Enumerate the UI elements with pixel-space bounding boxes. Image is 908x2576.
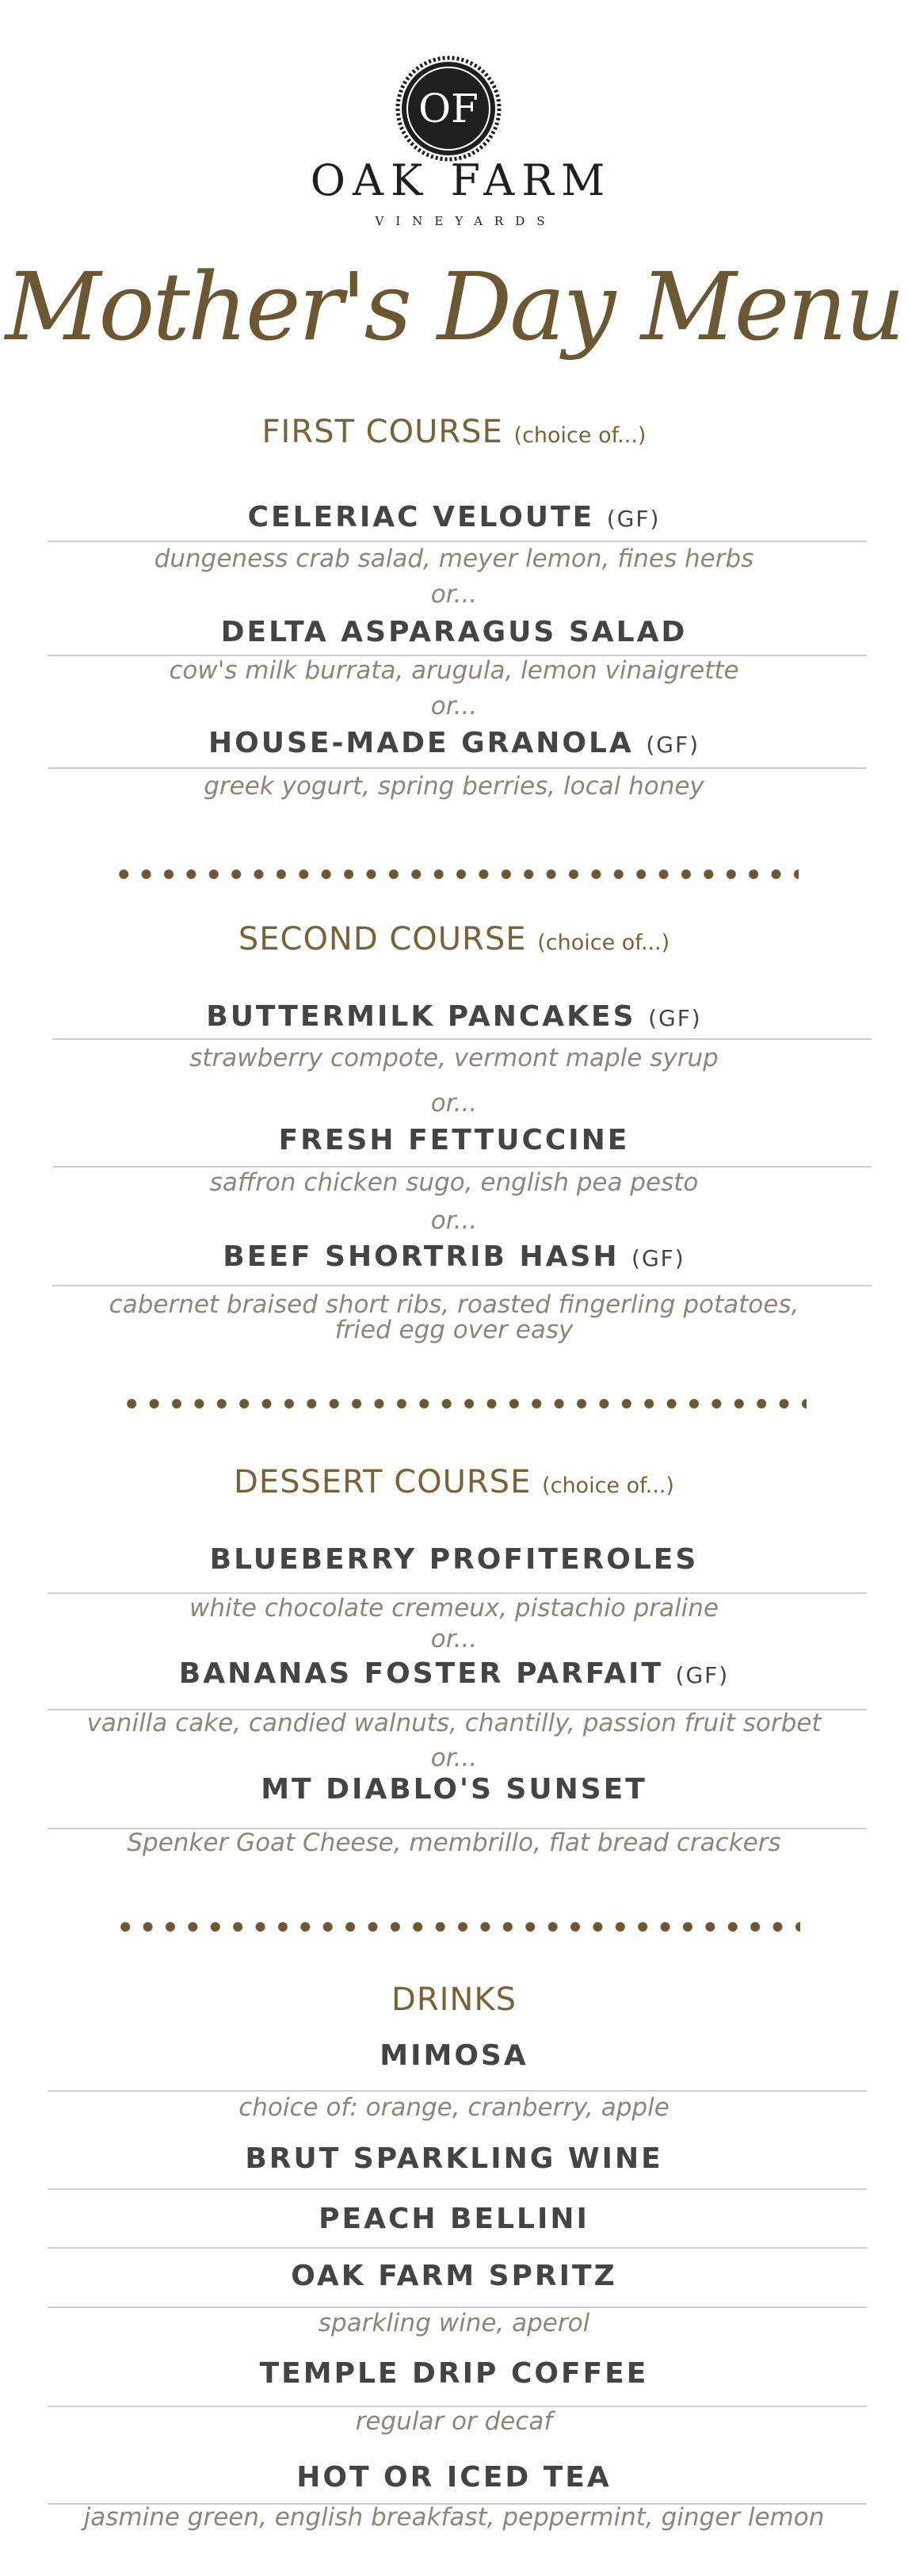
menu-item-name bbox=[0, 501, 908, 533]
menu-item-description: strawberry compote, vermont maple syrup bbox=[189, 1044, 719, 1072]
item-title: CELERIAC VELOUTE bbox=[247, 501, 595, 533]
menu-item-name bbox=[0, 1657, 908, 1690]
drink-name: OAK FARM SPRITZ bbox=[291, 2260, 617, 2292]
divider bbox=[52, 1285, 872, 1286]
divider bbox=[48, 541, 867, 542]
menu-item-description: white chocolate cremeux, pistachio praline bbox=[189, 1594, 719, 1622]
divider bbox=[48, 2247, 867, 2249]
menu-title: Mother's Day Menu bbox=[5, 252, 903, 361]
menu-item-name bbox=[0, 1240, 908, 1273]
item-title: FRESH FETTUCCINE bbox=[278, 1124, 630, 1156]
first-course-choice: (choice of...) bbox=[513, 423, 647, 448]
gf-tag: (GF) bbox=[648, 1005, 702, 1031]
gf-tag: (GF) bbox=[675, 1662, 730, 1688]
menu-item-name bbox=[0, 1773, 908, 1806]
menu-item-description: greek yogurt, spring berries, local honey bbox=[204, 772, 704, 801]
drink-name: TEMPLE DRIP COFFEE bbox=[259, 2357, 649, 2390]
menu-item-description-line1: cabernet braised short ribs, roasted fingerling potatoes, bbox=[109, 1290, 799, 1319]
drink-description: regular or decaf bbox=[355, 2407, 553, 2436]
first-course-title: FIRST COURSE bbox=[261, 414, 503, 450]
brand-name: OAK FARM bbox=[310, 155, 612, 205]
dessert-course-title: DESSERT COURSE bbox=[234, 1464, 532, 1500]
menu-item-description: dungeness crab salad, meyer lemon, fines herbs bbox=[154, 545, 754, 573]
item-title: BLUEBERRY PROFITEROLES bbox=[209, 1543, 699, 1576]
drink-name: BRUT SPARKLING WINE bbox=[245, 2142, 663, 2175]
item-title: BEEF SHORTRIB HASH bbox=[223, 1240, 620, 1273]
item-title: HOUSE-MADE GRANOLA bbox=[208, 727, 634, 759]
drink-name: PEACH BELLINI bbox=[319, 2203, 589, 2235]
menu-item-name bbox=[0, 1543, 908, 1576]
menu-item-name bbox=[0, 727, 908, 759]
dessert-course-choice: (choice of...) bbox=[542, 1473, 674, 1498]
drink-name: HOT OR ICED TEA bbox=[296, 2461, 612, 2494]
logo-emblem bbox=[395, 55, 502, 162]
item-title: MT DIABLO'S SUNSET bbox=[261, 1773, 647, 1806]
dotted-separator bbox=[114, 1921, 800, 1932]
dotted-separator bbox=[113, 869, 799, 880]
drink-description: jasmine green, english breakfast, peppermint, ginger lemon bbox=[83, 2503, 825, 2532]
brand-subtitle: VINEYARDS bbox=[375, 214, 557, 228]
drink-description: sparkling wine, aperol bbox=[318, 2309, 590, 2337]
or-separator: or... bbox=[430, 1206, 478, 1235]
drink-description: choice of: orange, cranberry, apple bbox=[238, 2093, 670, 2122]
second-course-heading bbox=[0, 921, 908, 957]
divider bbox=[48, 767, 867, 769]
logo-monogram: OF bbox=[418, 86, 479, 132]
gf-tag: (GF) bbox=[606, 506, 661, 532]
menu-item-name bbox=[0, 616, 908, 648]
menu-item-description: Spenker Goat Cheese, membrillo, flat bread crackers bbox=[127, 1829, 781, 1857]
or-separator: or... bbox=[430, 692, 478, 720]
drinks-heading: DRINKS bbox=[391, 1982, 517, 2018]
first-course-heading bbox=[0, 414, 908, 450]
item-title: BANANAS FOSTER PARFAIT bbox=[178, 1657, 663, 1690]
item-title: BUTTERMILK PANCAKES bbox=[206, 1000, 636, 1033]
divider bbox=[48, 2188, 867, 2190]
gf-tag: (GF) bbox=[646, 732, 700, 758]
or-separator: or... bbox=[430, 1089, 478, 1118]
second-course-choice: (choice of...) bbox=[537, 931, 670, 955]
menu-item-description: saffron chicken sugo, english pea pesto bbox=[209, 1168, 699, 1197]
menu-item-description: vanilla cake, candied walnuts, chantilly, passion fruit sorbet bbox=[86, 1709, 822, 1737]
menu-item-description: cow's milk burrata, arugula, lemon vinaigrette bbox=[169, 656, 739, 685]
or-separator: or... bbox=[430, 1744, 478, 1772]
item-title: DELTA ASPARAGUS SALAD bbox=[220, 616, 688, 648]
divider bbox=[52, 1038, 872, 1040]
second-course-title: SECOND COURSE bbox=[238, 921, 527, 957]
dessert-course-heading bbox=[0, 1464, 908, 1500]
or-separator: or... bbox=[430, 1625, 478, 1653]
dotted-separator bbox=[120, 1398, 807, 1409]
menu-item-description-line2: fried egg over easy bbox=[334, 1316, 574, 1344]
gf-tag: (GF) bbox=[631, 1245, 685, 1271]
menu-item-name bbox=[0, 1000, 908, 1033]
or-separator: or... bbox=[430, 580, 478, 609]
drink-name: MIMOSA bbox=[380, 2039, 528, 2072]
menu-item-name bbox=[0, 1124, 908, 1156]
divider bbox=[48, 2090, 867, 2092]
